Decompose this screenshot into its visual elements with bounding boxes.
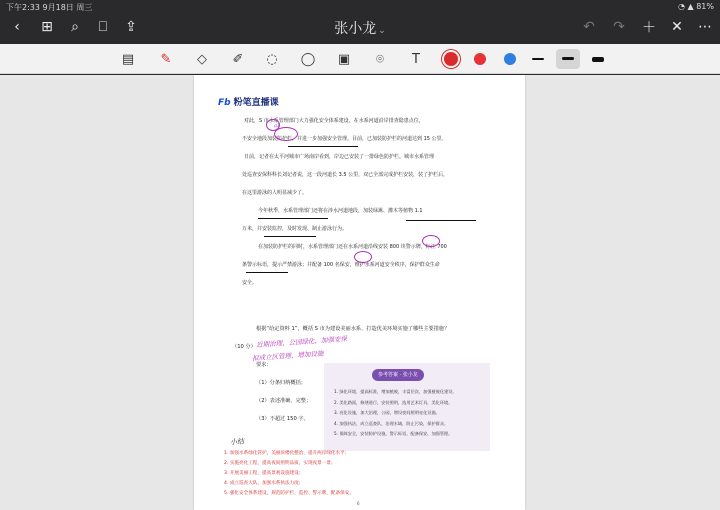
reference-answer-card[interactable] bbox=[324, 363, 490, 451]
top-bar bbox=[0, 0, 720, 44]
red-answer-line: 3. 开展美丽工程，提高景观设施建设； bbox=[224, 471, 304, 476]
answer-point: 2. 美化路面，修缮道行，安装照明，选用艺术灯具，美化环境。 bbox=[334, 399, 453, 405]
red-answer-line: 5. 强化安全体系建设，规范防护栏、监控、警示牌，配备保安。 bbox=[224, 491, 354, 496]
handwriting: a1 bbox=[273, 122, 281, 130]
color-swatch-red[interactable] bbox=[474, 53, 486, 65]
more-icon[interactable]: ⋯ bbox=[698, 19, 712, 35]
pdf-page[interactable] bbox=[194, 75, 525, 510]
underline-mark bbox=[406, 220, 476, 221]
eraser-icon[interactable]: ◇ bbox=[197, 51, 207, 67]
page-number: 6 bbox=[357, 501, 360, 506]
stroke-thin[interactable] bbox=[532, 58, 544, 60]
back-icon[interactable]: ‹ bbox=[14, 19, 20, 35]
question-text: 根据“给定资料 1”，概括 S 市为建设美丽水系、打造优美环境实施了哪些主要措施？ bbox=[256, 326, 450, 332]
circle-mark bbox=[354, 251, 372, 263]
search-icon[interactable]: ⌕ bbox=[71, 19, 79, 35]
brand-logo: Fb 粉笔直播课 bbox=[218, 98, 279, 108]
question-score: （10 分） bbox=[232, 344, 256, 350]
paragraph-line: 今年秋季，水系管理部门还将在涉水河道地段，加装绿篱、灌木等植物 1.1 bbox=[258, 208, 423, 214]
stroke-thick[interactable] bbox=[592, 57, 604, 62]
pen-off-icon[interactable]: ✕ bbox=[671, 19, 683, 35]
answer-banner: 参考答案 · 张小龙 bbox=[372, 369, 424, 381]
red-answer-line: 1. 加强水系绿化管护，美丽滨楼化整治，提升两岸绿化水平； bbox=[224, 451, 350, 456]
document-canvas[interactable] bbox=[0, 75, 720, 510]
color-swatch-blue[interactable] bbox=[504, 53, 516, 65]
requirement-item: （3）不超过 150 字。 bbox=[256, 416, 309, 422]
paragraph-line: 万米，并安装监控，及时发现、制止游泳行为。 bbox=[242, 226, 348, 232]
circle-mark bbox=[422, 235, 440, 247]
answer-point: 4. 加强执法，成立巡查队，治理水域，防止污染，保护群众。 bbox=[334, 420, 449, 426]
camera-icon[interactable]: ⌾ bbox=[376, 51, 384, 67]
answer-point: 5. 保障安全，安装防护设施，警示标语，配备保安，加强管理。 bbox=[334, 431, 453, 436]
paragraph-line: 在加装防护栏的同时，水系管理部门还在水系河道沿线安装 800 块警示牌，标注 700 bbox=[258, 244, 447, 250]
paragraph-line: 日前，记者在太平河城市广场南岸看到，岸边已安装了一排绿色防护栏。城市水系管理 bbox=[244, 154, 435, 160]
underline-mark bbox=[264, 236, 316, 237]
shapes-icon[interactable]: ◌ bbox=[266, 51, 278, 67]
chevron-down-icon: ⌄ bbox=[378, 26, 386, 36]
color-swatch-selected[interactable] bbox=[444, 52, 458, 66]
paragraph-line: 对此，S 市水系管理部门大力强化安全体系建设，在水系河道沿岸排查隐患点位， bbox=[244, 118, 424, 124]
underline-mark bbox=[258, 218, 328, 219]
paragraph-line: 在这里游泳的人明显减少了。 bbox=[242, 190, 308, 196]
underline-mark bbox=[288, 146, 358, 147]
answer-point: 1. 绿化环境，提高标准，增加植被，丰富层次，加强植被化建设。 bbox=[334, 389, 457, 394]
handwriting: 小结 bbox=[229, 437, 245, 447]
grid-icon[interactable]: ⊞ bbox=[41, 19, 53, 35]
status-time: 下午2:33 9月18日 周三 bbox=[6, 3, 93, 12]
stroke-medium-selected[interactable] bbox=[556, 49, 580, 69]
doc-pages-icon[interactable]: ▤ bbox=[121, 51, 135, 67]
red-answer-line: 4. 成立巡查大队，加强水系执法力度； bbox=[224, 481, 304, 486]
add-icon[interactable]: ＋ bbox=[642, 20, 656, 36]
red-answer-line: 2. 实施亮化工程，提高夜间照明品质，实现夜景一景； bbox=[224, 461, 336, 466]
requirement-item: （2）表述准确、完整； bbox=[256, 398, 312, 404]
paragraph-line: 安全。 bbox=[242, 280, 258, 286]
text-icon[interactable]: T bbox=[412, 51, 420, 67]
handwriting: 近期治理，公园绿化，加强安保 bbox=[255, 334, 348, 350]
paragraph-line: 处巡查安保科科长刘记者说，这一段河道长 3.5 公里，双已全部完成护栏安装，装了护栏后， bbox=[242, 172, 449, 178]
paragraph-line: 条警示标语，提示严禁游泳；并配备 100 名保安，维护水系河道安全秩序，保护群众生命 bbox=[242, 262, 440, 268]
highlighter-icon[interactable]: ✐ bbox=[232, 51, 244, 67]
redo-icon[interactable]: ↷ bbox=[613, 19, 625, 35]
status-battery: ◔ ▲ 81% bbox=[678, 2, 714, 11]
requirement-item: （1）分条归纳概括； bbox=[256, 380, 306, 386]
lasso-icon[interactable]: ◯ bbox=[300, 51, 316, 67]
pen-icon[interactable]: ✎ bbox=[160, 51, 172, 67]
bookmark-icon[interactable]: ⎕ bbox=[98, 19, 108, 35]
requirements-title: 要求： bbox=[256, 362, 272, 368]
answer-point: 3. 亮化设施，加大治理，公园，增设夜间照明亮化设施。 bbox=[334, 410, 440, 415]
undo-icon[interactable]: ↶ bbox=[583, 19, 595, 35]
paragraph-line: 不安全地段加装防护栏，并进一步加强安全管理。目前，已加装防护栏的河道达到 15 公里。 bbox=[242, 136, 447, 142]
document-title[interactable]: 张小龙 ⌄ bbox=[334, 21, 386, 37]
handwriting: 拟成立区管理，增加设施 bbox=[251, 349, 324, 363]
share-icon[interactable]: ⇪ bbox=[125, 19, 137, 35]
annotation-toolbar bbox=[0, 44, 720, 74]
image-icon[interactable]: ▣ bbox=[337, 51, 351, 67]
underline-mark bbox=[246, 272, 288, 273]
